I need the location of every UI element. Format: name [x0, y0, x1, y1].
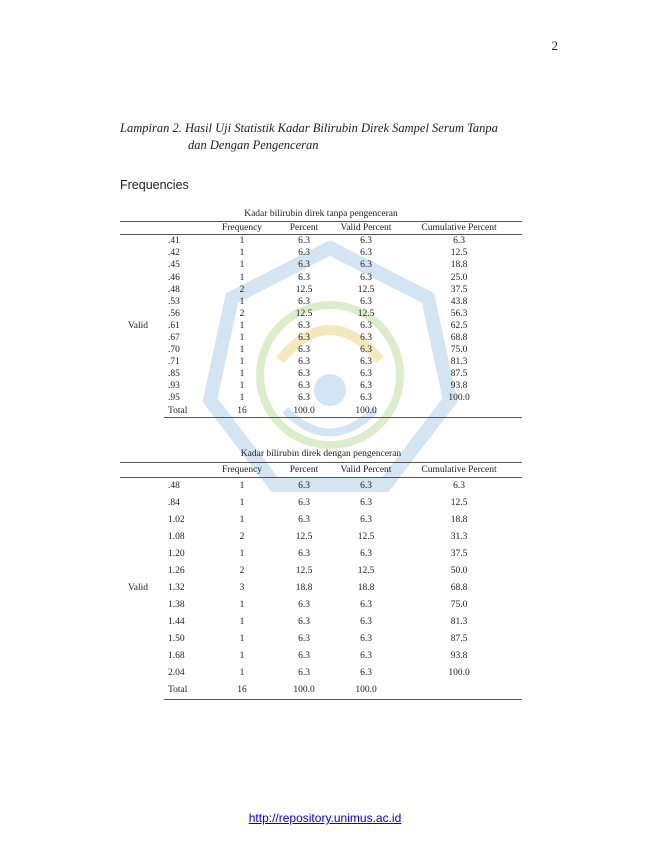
total-cumulative [396, 405, 522, 418]
valid-percent-cell: 6.3 [360, 260, 372, 271]
footer-repository-link[interactable]: http://repository.unimus.ac.id [248, 811, 402, 825]
percent-cell: 18.8 [295, 583, 313, 593]
table-row [120, 235, 522, 248]
valid-percent-cell: 6.3 [360, 369, 372, 380]
valid-percent-cell: 6.3 [360, 481, 372, 491]
frequency-cell: 2 [239, 532, 245, 542]
table-row [120, 380, 522, 392]
value-cell: 1.02 [168, 515, 185, 525]
frequency-cell: 2 [239, 284, 245, 295]
cumulative-percent-cell: 75.0 [450, 345, 468, 356]
cumulative-percent-cell: 68.8 [450, 583, 468, 593]
valid-percent-cell: 12.5 [357, 566, 375, 576]
cumulative-percent-cell: 68.8 [450, 332, 468, 343]
cumulative-percent-cell: 31.3 [450, 532, 468, 542]
valid-percent-cell: 6.3 [360, 296, 372, 307]
col-header-percent: Percent [272, 222, 336, 235]
frequency-cell: 1 [239, 296, 245, 307]
valid-percent-cell: 6.3 [360, 498, 372, 508]
cumulative-percent-cell: 81.3 [450, 357, 468, 368]
cumulative-percent-cell: 18.8 [450, 260, 468, 271]
caption-line-2: dan Dengan Pengenceran [188, 138, 319, 152]
valid-percent-cell: 12.5 [357, 284, 375, 295]
value-cell: 1.44 [168, 617, 185, 627]
total-frequency: 16 [212, 682, 272, 700]
valid-label: Valid [128, 583, 149, 594]
valid-percent-cell: 6.3 [360, 357, 372, 368]
percent-cell: 6.3 [298, 357, 310, 368]
cumulative-percent-cell: 87.5 [450, 634, 468, 644]
table-row [120, 271, 522, 283]
percent-cell: 6.3 [298, 260, 310, 271]
table-row [120, 284, 522, 296]
cumulative-percent-cell: 43.8 [450, 296, 468, 307]
cumulative-percent-cell: 100.0 [448, 668, 470, 678]
table-row [120, 332, 522, 344]
value-cell: .56 [168, 308, 180, 319]
valid-percent-cell: 6.3 [360, 320, 372, 331]
value-cell: .93 [168, 381, 180, 392]
valid-percent-cell: 6.3 [360, 236, 372, 247]
cumulative-percent-cell: 37.5 [450, 284, 468, 295]
frequency-cell: 1 [239, 600, 245, 610]
col-header-percent: Percent [272, 463, 336, 478]
col-header-valid-percent: Valid Percent [336, 222, 396, 235]
frequency-cell: 2 [239, 566, 245, 576]
table-row [120, 296, 522, 308]
valid-percent-cell: 6.3 [360, 381, 372, 392]
table-row [120, 308, 522, 320]
col-header-frequency: Frequency [212, 222, 272, 235]
cumulative-percent-cell: 25.0 [450, 272, 468, 283]
percent-cell: 6.3 [298, 345, 310, 356]
cumulative-percent-cell: 6.3 [453, 236, 465, 247]
valid-percent-cell: 6.3 [360, 600, 372, 610]
value-cell: 1.38 [168, 600, 185, 610]
table-row [120, 597, 522, 614]
percent-cell: 6.3 [298, 369, 310, 380]
cumulative-percent-cell: 56.3 [450, 308, 468, 319]
frequency-cell: 1 [239, 320, 245, 331]
total-percent: 100.0 [272, 682, 336, 700]
percent-cell: 6.3 [298, 498, 310, 508]
total-percent: 100.0 [272, 405, 336, 418]
total-row [120, 405, 522, 418]
table-row [120, 614, 522, 631]
valid-percent-cell: 6.3 [360, 393, 372, 404]
cumulative-percent-cell: 12.5 [450, 248, 468, 259]
valid-percent-cell: 6.3 [360, 332, 372, 343]
frequency-cell: 1 [239, 481, 245, 491]
cumulative-percent-cell: 6.3 [453, 481, 465, 491]
table-row [120, 368, 522, 380]
table-title: Kadar bilirubin direk dengan pengenceran [240, 449, 402, 459]
value-cell: .67 [168, 332, 180, 343]
table-row [120, 529, 522, 546]
valid-percent-cell: 12.5 [357, 532, 375, 542]
frequency-cell: 1 [239, 369, 245, 380]
valid-percent-cell: 6.3 [360, 248, 372, 259]
table-row [120, 247, 522, 259]
frequency-cell: 1 [239, 515, 245, 525]
frequencies-heading: Frequencies [120, 178, 189, 192]
cumulative-percent-cell: 62.5 [450, 320, 468, 331]
percent-cell: 6.3 [298, 481, 310, 491]
table-row [120, 648, 522, 665]
value-cell: 1.32 [168, 583, 185, 593]
value-cell: .70 [168, 345, 180, 356]
total-valid-percent: 100.0 [336, 405, 396, 418]
frequency-cell: 1 [239, 549, 245, 559]
value-cell: 1.26 [168, 566, 185, 576]
value-cell: 2.04 [168, 668, 185, 678]
cumulative-percent-cell: 50.0 [450, 566, 468, 576]
valid-percent-cell: 6.3 [360, 634, 372, 644]
value-cell: .48 [168, 284, 180, 295]
cumulative-percent-cell: 12.5 [450, 498, 468, 508]
total-label: Total [164, 682, 212, 700]
frequency-cell: 1 [239, 393, 245, 404]
value-cell: .61 [168, 320, 180, 331]
percent-cell: 6.3 [298, 332, 310, 343]
cumulative-percent-cell: 100.0 [448, 393, 470, 404]
value-cell: .42 [168, 248, 180, 259]
total-row [120, 682, 522, 700]
frequency-cell: 1 [239, 668, 245, 678]
percent-cell: 6.3 [298, 272, 310, 283]
value-cell: .48 [168, 481, 180, 491]
cumulative-percent-cell: 18.8 [450, 515, 468, 525]
page-number: 2 [551, 38, 558, 53]
valid-percent-cell: 6.3 [360, 272, 372, 283]
percent-cell: 12.5 [295, 284, 313, 295]
total-frequency: 16 [212, 405, 272, 418]
frequency-cell: 1 [239, 357, 245, 368]
percent-cell: 6.3 [298, 381, 310, 392]
value-cell: .45 [168, 260, 180, 271]
table-row [120, 392, 522, 404]
percent-cell: 12.5 [295, 566, 313, 576]
cumulative-percent-cell: 75.0 [450, 600, 468, 610]
value-cell: .71 [168, 357, 180, 368]
table-row [120, 546, 522, 563]
valid-percent-cell: 12.5 [357, 308, 375, 319]
value-cell: 1.20 [168, 549, 185, 559]
col-header-valid-percent: Valid Percent [336, 463, 396, 478]
frequency-cell: 1 [239, 236, 245, 247]
cumulative-percent-cell: 37.5 [450, 549, 468, 559]
total-valid-percent: 100.0 [336, 682, 396, 700]
percent-cell: 6.3 [298, 617, 310, 627]
frequency-cell: 1 [239, 345, 245, 356]
value-cell: .95 [168, 393, 180, 404]
value-cell: .85 [168, 369, 180, 380]
valid-percent-cell: 6.3 [360, 345, 372, 356]
frequency-cell: 1 [239, 248, 245, 259]
percent-cell: 6.3 [298, 634, 310, 644]
percent-cell: 6.3 [298, 248, 310, 259]
percent-cell: 6.3 [298, 236, 310, 247]
value-cell: .46 [168, 272, 180, 283]
table-row [120, 512, 522, 529]
value-cell: .41 [168, 236, 180, 247]
frequency-cell: 1 [239, 332, 245, 343]
value-cell: 1.08 [168, 532, 185, 542]
caption-line-1: Lampiran 2. Hasil Uji Statistik Kadar Bilirubin Direk Sampel Serum Tanpa [120, 121, 498, 135]
table-row [120, 320, 522, 332]
table-row [120, 495, 522, 512]
valid-label: Valid [128, 321, 149, 332]
valid-percent-cell: 18.8 [357, 583, 375, 593]
percent-cell: 6.3 [298, 600, 310, 610]
value-cell: 1.50 [168, 634, 185, 644]
valid-percent-cell: 6.3 [360, 668, 372, 678]
table-row [120, 580, 522, 597]
percent-cell: 6.3 [298, 393, 310, 404]
valid-percent-cell: 6.3 [360, 617, 372, 627]
percent-cell: 6.3 [298, 668, 310, 678]
frequency-cell: 1 [239, 634, 245, 644]
cumulative-percent-cell: 93.8 [450, 381, 468, 392]
percent-cell: 6.3 [298, 296, 310, 307]
frequency-cell: 1 [239, 498, 245, 508]
frequency-cell: 1 [239, 272, 245, 283]
frequency-table-dengan [120, 447, 522, 700]
frequency-cell: 2 [239, 308, 245, 319]
percent-cell: 6.3 [298, 515, 310, 525]
valid-percent-cell: 6.3 [360, 651, 372, 661]
table-row [120, 563, 522, 580]
caption [120, 120, 540, 154]
percent-cell: 12.5 [295, 308, 313, 319]
percent-cell: 12.5 [295, 532, 313, 542]
table-row [120, 665, 522, 682]
table-row [120, 259, 522, 271]
cumulative-percent-cell: 87.5 [450, 369, 468, 380]
value-cell: 1.68 [168, 651, 185, 661]
total-label: Total [164, 405, 212, 418]
valid-percent-cell: 6.3 [360, 549, 372, 559]
frequency-cell: 3 [239, 583, 245, 593]
cumulative-percent-cell: 93.8 [450, 651, 468, 661]
table-row [120, 344, 522, 356]
table-row [120, 478, 522, 496]
cumulative-percent-cell: 81.3 [450, 617, 468, 627]
frequency-cell: 1 [239, 617, 245, 627]
col-header-cumulative-percent: Cumulative Percent [396, 222, 522, 235]
col-header-frequency: Frequency [212, 463, 272, 478]
percent-cell: 6.3 [298, 549, 310, 559]
valid-percent-cell: 6.3 [360, 515, 372, 525]
value-cell: .84 [168, 498, 180, 508]
table-row [120, 631, 522, 648]
table-row [120, 356, 522, 368]
frequency-cell: 1 [239, 651, 245, 661]
col-header-cumulative-percent: Cumulative Percent [396, 463, 522, 478]
total-cumulative [396, 682, 522, 700]
table-title: Kadar bilirubin direk tanpa pengenceran [244, 209, 398, 220]
frequency-table-tanpa [120, 208, 522, 418]
frequency-cell: 1 [239, 260, 245, 271]
frequency-cell: 1 [239, 381, 245, 392]
value-cell: .53 [168, 296, 180, 307]
percent-cell: 6.3 [298, 651, 310, 661]
percent-cell: 6.3 [298, 320, 310, 331]
